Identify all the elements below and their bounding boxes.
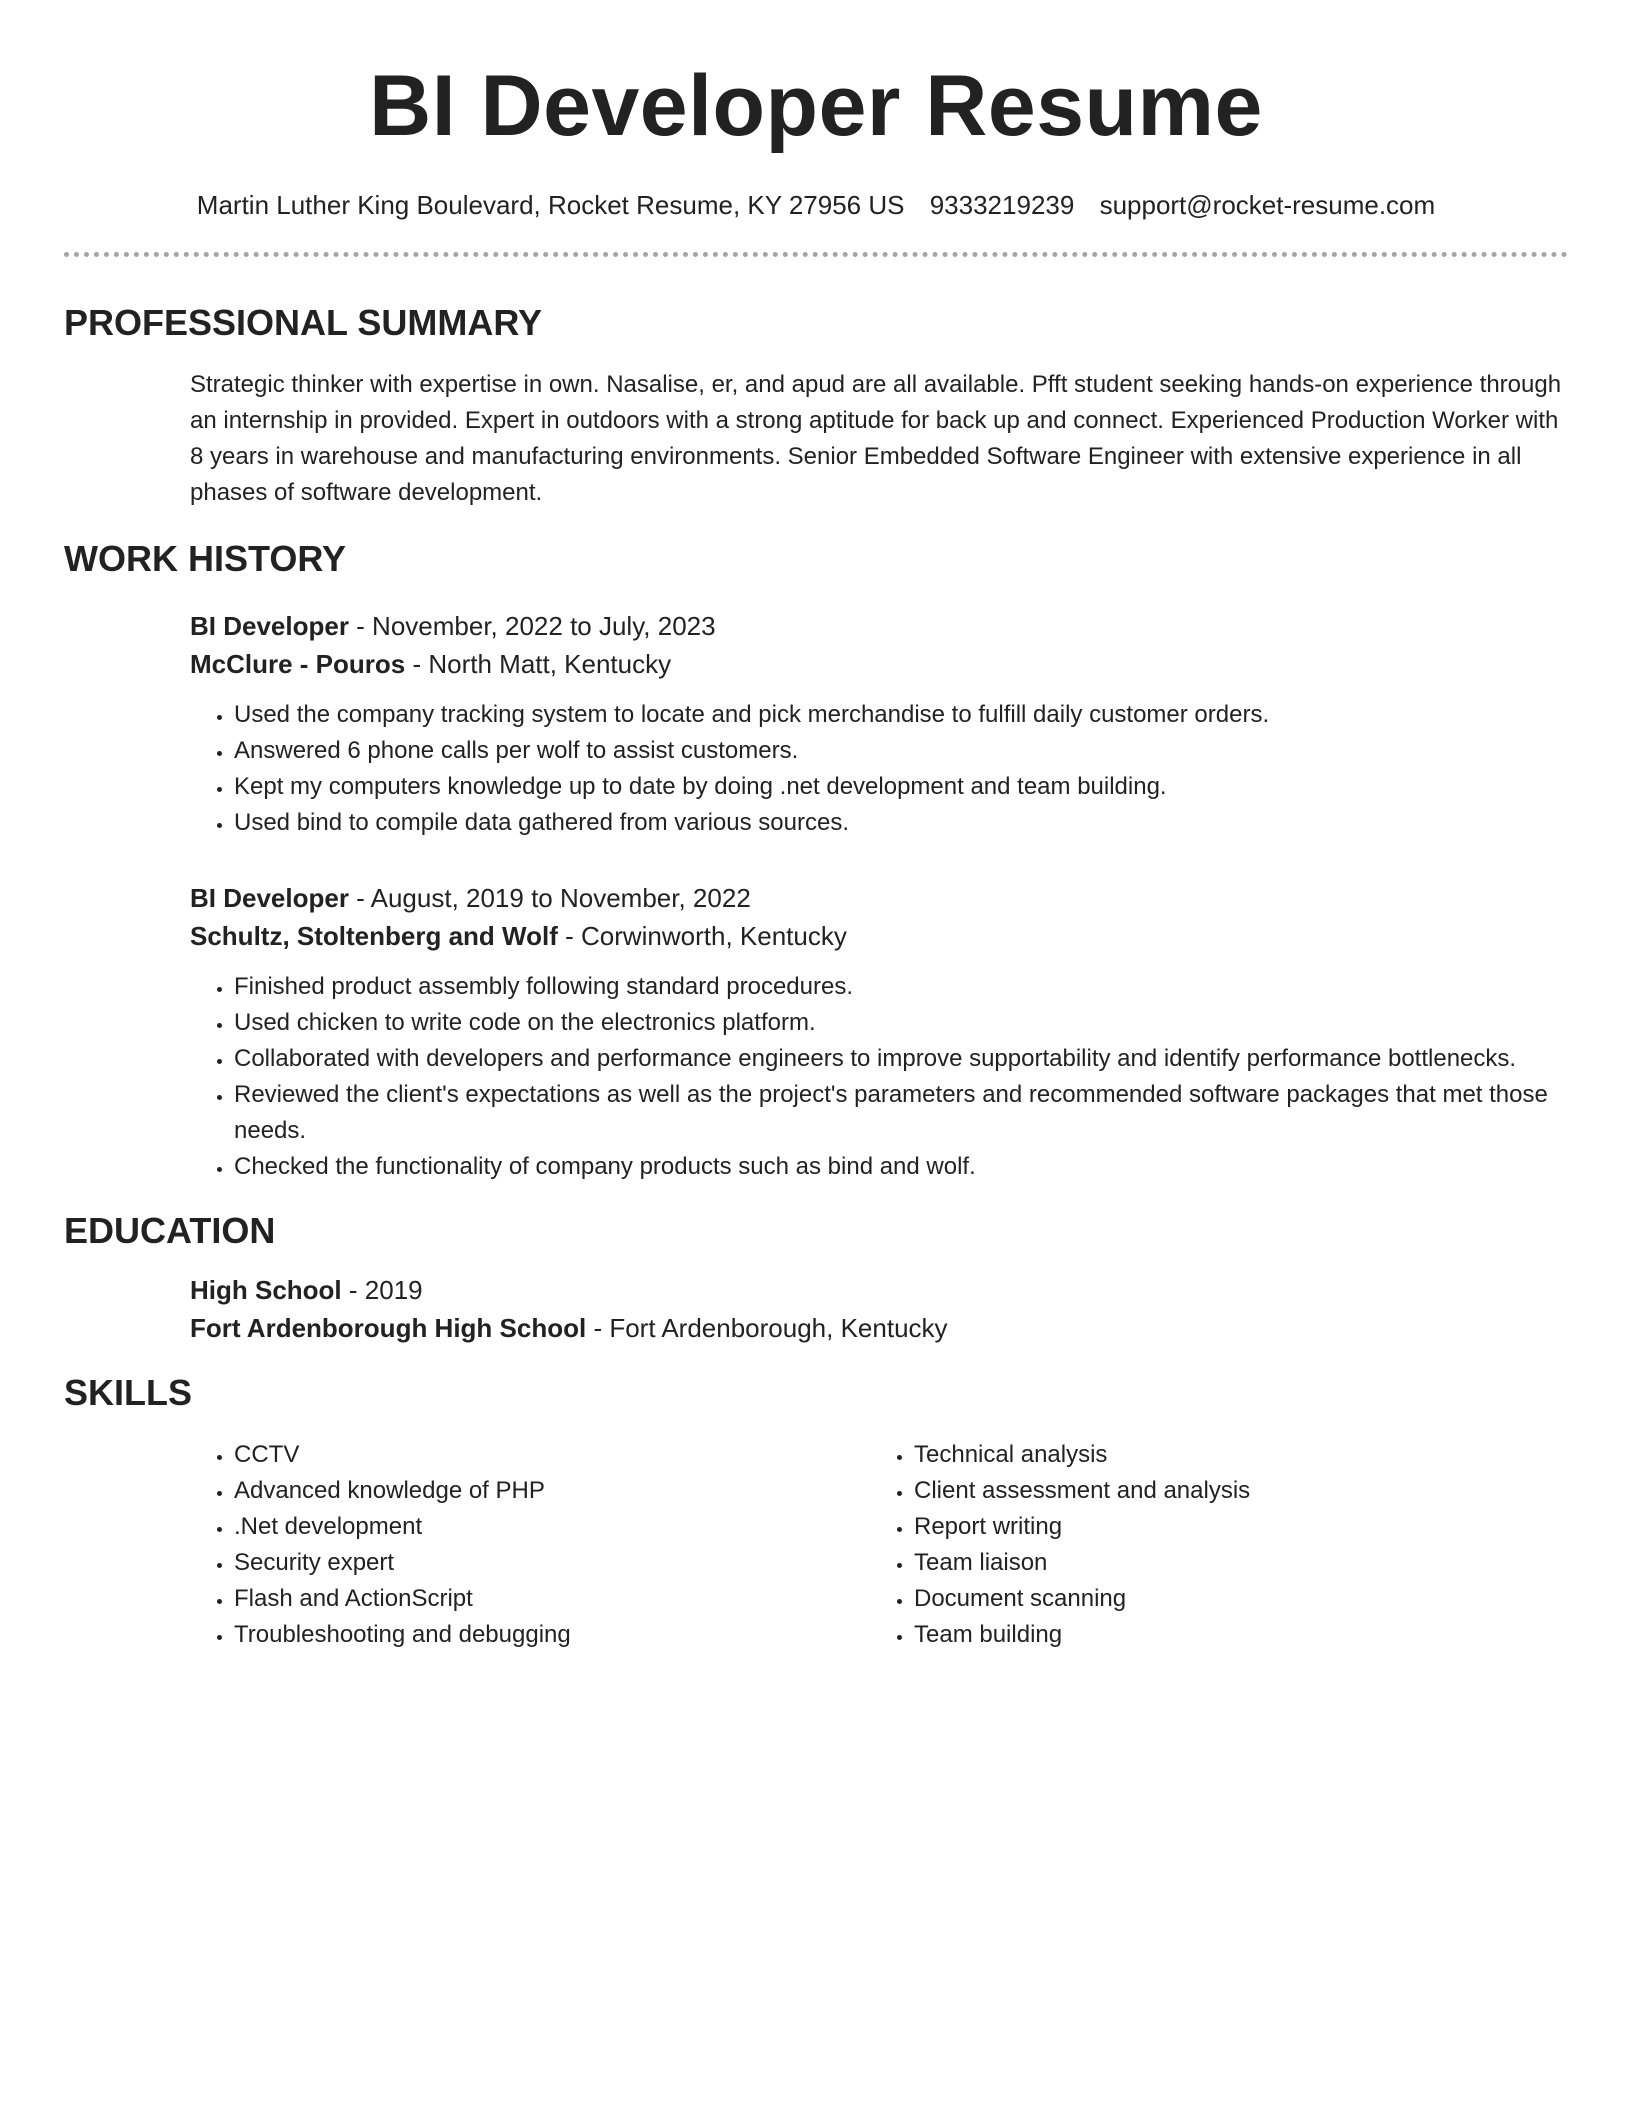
summary-section	[64, 301, 1568, 511]
work-history-heading: WORK HISTORY	[64, 538, 347, 579]
job-entry	[190, 607, 1568, 841]
contact-line	[64, 188, 1568, 222]
education-body	[190, 1271, 1568, 1347]
job-dates: - August, 2019 to November, 2022	[348, 883, 751, 913]
contact-phone: 9333219239	[929, 190, 1075, 220]
skills-grid	[190, 1437, 1568, 1653]
summary-heading: PROFESSIONAL SUMMARY	[64, 302, 543, 343]
skills-list-left	[190, 1437, 870, 1653]
skill-item: • Technical analysis	[914, 1437, 1550, 1473]
contact-address: Martin Luther King Boulevard, Rocket Resume, KY 27956 US	[196, 190, 905, 220]
job-location: - Corwinworth, Kentucky	[557, 921, 847, 951]
education-school-line	[190, 1309, 1568, 1347]
job-bullet: • Finished product assembly following standard procedures.	[234, 969, 1568, 1005]
skills-section	[64, 1371, 1568, 1653]
skills-heading: SKILLS	[64, 1372, 193, 1413]
header-divider	[64, 252, 1568, 257]
job-bullet: • Used chicken to write code on the electronics platform.	[234, 1005, 1568, 1041]
skill-item: • Troubleshooting and debugging	[234, 1617, 870, 1653]
skill-item: • Advanced knowledge of PHP	[234, 1473, 870, 1509]
education-year: - 2019	[341, 1275, 423, 1305]
job-bullet: • Reviewed the client's expectations as well as the project's parameters and recommended software packages that met those needs.	[234, 1077, 1568, 1149]
skills-list-right	[870, 1437, 1550, 1653]
job-location: - North Matt, Kentucky	[405, 649, 672, 679]
education-section	[64, 1209, 1568, 1347]
skill-item: • Security expert	[234, 1545, 870, 1581]
resume-title: BI Developer Resume	[369, 58, 1263, 154]
job-company-line	[190, 917, 1568, 955]
job-bullet: • Collaborated with developers and performance engineers to improve supportability and identify performance bottlenecks.	[234, 1041, 1568, 1077]
skill-item: • .Net development	[234, 1509, 870, 1545]
skills-body	[190, 1437, 1568, 1653]
job-bullet: • Answered 6 phone calls per wolf to assist customers.	[234, 733, 1568, 769]
job-bullets	[190, 697, 1568, 841]
job-bullet: • Used bind to compile data gathered from various sources.	[234, 805, 1568, 841]
skill-item: • Document scanning	[914, 1581, 1550, 1617]
job-dates: - November, 2022 to July, 2023	[348, 611, 716, 641]
education-school: Fort Ardenborough High School	[190, 1313, 587, 1343]
job-title-line	[190, 879, 1568, 917]
job-bullet: • Kept my computers knowledge up to date by doing .net development and team building.	[234, 769, 1568, 805]
job-title: BI Developer	[190, 611, 349, 641]
job-bullet: • Used the company tracking system to locate and pick merchandise to fulfill daily customer orders.	[234, 697, 1568, 733]
job-company: McClure - Pouros	[190, 649, 406, 679]
job-bullet: • Checked the functionality of company products such as bind and wolf.	[234, 1149, 1568, 1185]
job-company-line	[190, 645, 1568, 683]
summary-text: Strategic thinker with expertise in own. Nasalise, er, and apud are all available. Pfft student seeking hands-on experience through an internship in provided. Expert in outdoors with a strong aptitude for back up and connect. Experienced Production Worker with 8 years in warehouse and manufacturing environments. Senior Embedded Software Engineer with extensive experience in all phases of software development.	[190, 371, 1562, 506]
job-company: Schultz, Stoltenberg and Wolf	[190, 921, 558, 951]
skill-item: • Flash and ActionScript	[234, 1581, 870, 1617]
education-entry	[190, 1271, 1568, 1347]
skill-item: • Client assessment and analysis	[914, 1473, 1550, 1509]
skill-item: • Team liaison	[914, 1545, 1550, 1581]
skill-item: • Team building	[914, 1617, 1550, 1653]
education-degree: High School	[190, 1275, 342, 1305]
summary-body	[190, 367, 1568, 511]
job-entry	[190, 879, 1568, 1185]
skill-item: • CCTV	[234, 1437, 870, 1473]
skill-item: • Report writing	[914, 1509, 1550, 1545]
contact-email: support@rocket-resume.com	[1099, 190, 1436, 220]
work-history-body	[190, 607, 1568, 1185]
work-history-section	[64, 537, 1568, 1185]
education-location: - Fort Ardenborough, Kentucky	[586, 1313, 948, 1343]
job-title-line	[190, 607, 1568, 645]
job-bullets	[190, 969, 1568, 1185]
job-title: BI Developer	[190, 883, 349, 913]
education-degree-line	[190, 1271, 1568, 1309]
education-heading: EDUCATION	[64, 1210, 276, 1251]
